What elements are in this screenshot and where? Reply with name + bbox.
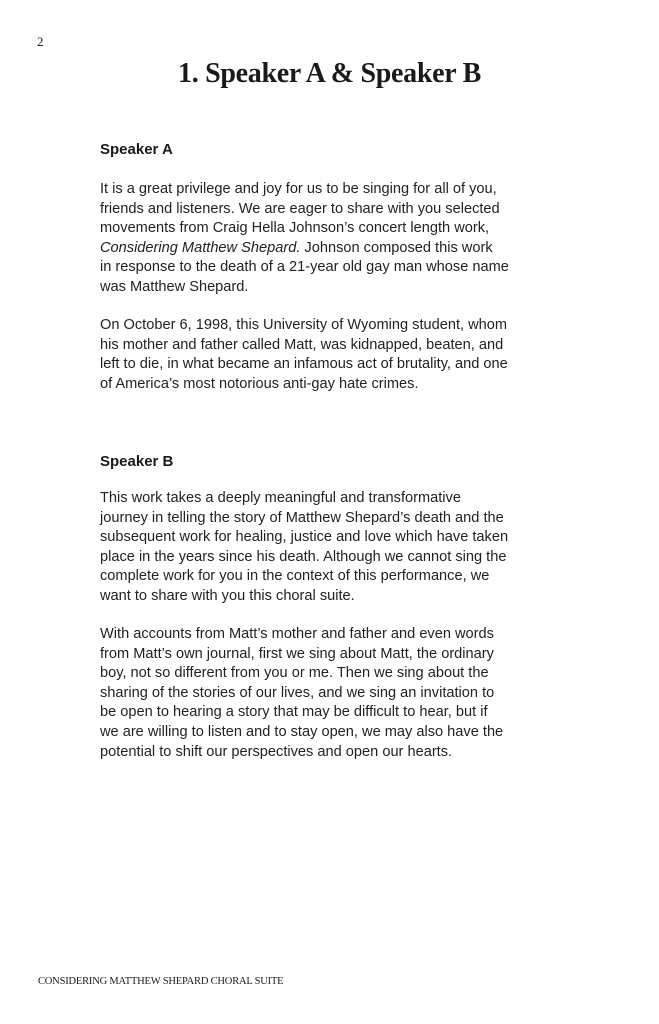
text-line: in response to the death of a 21-year old gay man whose name — [100, 259, 509, 276]
section-heading-speaker-a: Speaker A — [100, 141, 173, 158]
text-line: potential to shift our perspectives and open our hearts. — [100, 743, 453, 760]
paragraph — [100, 489, 508, 607]
text-line: friends and listeners. We are eager to share with you selected — [100, 200, 500, 217]
text-line: left to die, in what became an infamous act of brutality, and one — [100, 356, 508, 373]
text-line: This work takes a deeply meaningful and transformative — [100, 490, 461, 506]
text-line: boy, not so different from you or me. Then we sing about the — [100, 665, 489, 682]
paragraph — [100, 316, 508, 394]
text-line — [100, 239, 509, 259]
text-line: be open to hearing a story that may be difficult to hear, but if — [100, 704, 488, 721]
paragraph — [100, 180, 509, 298]
text-line: was Matthew Shepard. — [100, 278, 249, 295]
text-line: subsequent work for healing, justice and love which have taken — [100, 529, 509, 546]
text-line: On October 6, 1998, this University of Wyoming student, whom — [100, 317, 508, 333]
running-footer: CONSIDERING MATTHEW SHEPARD CHORAL SUITE — [38, 976, 284, 987]
text-line: place in the years since his death. Although we cannot sing the — [100, 548, 507, 565]
text-line: With accounts from Matt’s mother and father and even words — [100, 626, 494, 642]
text-line: of America’s most notorious anti-gay hate crimes. — [100, 375, 419, 392]
section-heading-speaker-b: Speaker B — [100, 453, 174, 470]
text-line: we are willing to listen and to stay open, we may also have the — [100, 723, 504, 740]
text-line: want to share with you this choral suite. — [100, 587, 355, 604]
text-line: from Matt’s own journal, first we sing about Matt, the ordinary — [100, 645, 494, 662]
page-number: 2 — [37, 34, 44, 49]
text-segment: Johnson composed this work — [300, 239, 493, 256]
text-line: journey in telling the story of Matthew Shepard’s death and the — [100, 509, 504, 526]
text-line: sharing of the stories of our lives, and we sing an invitation to — [100, 684, 495, 701]
text-line: movements from Craig Hella Johnson’s concert length work, — [100, 220, 490, 237]
text-line: It is a great privilege and joy for us to be singing for all of you, — [100, 181, 497, 197]
paragraph — [100, 625, 503, 762]
page-title: 1. Speaker A & Speaker B — [178, 58, 481, 89]
text-line: complete work for you in the context of this performance, we — [100, 568, 490, 585]
work-title: Considering Matthew Shepard. — [100, 239, 301, 256]
text-line: his mother and father called Matt, was kidnapped, beaten, and — [100, 336, 504, 353]
